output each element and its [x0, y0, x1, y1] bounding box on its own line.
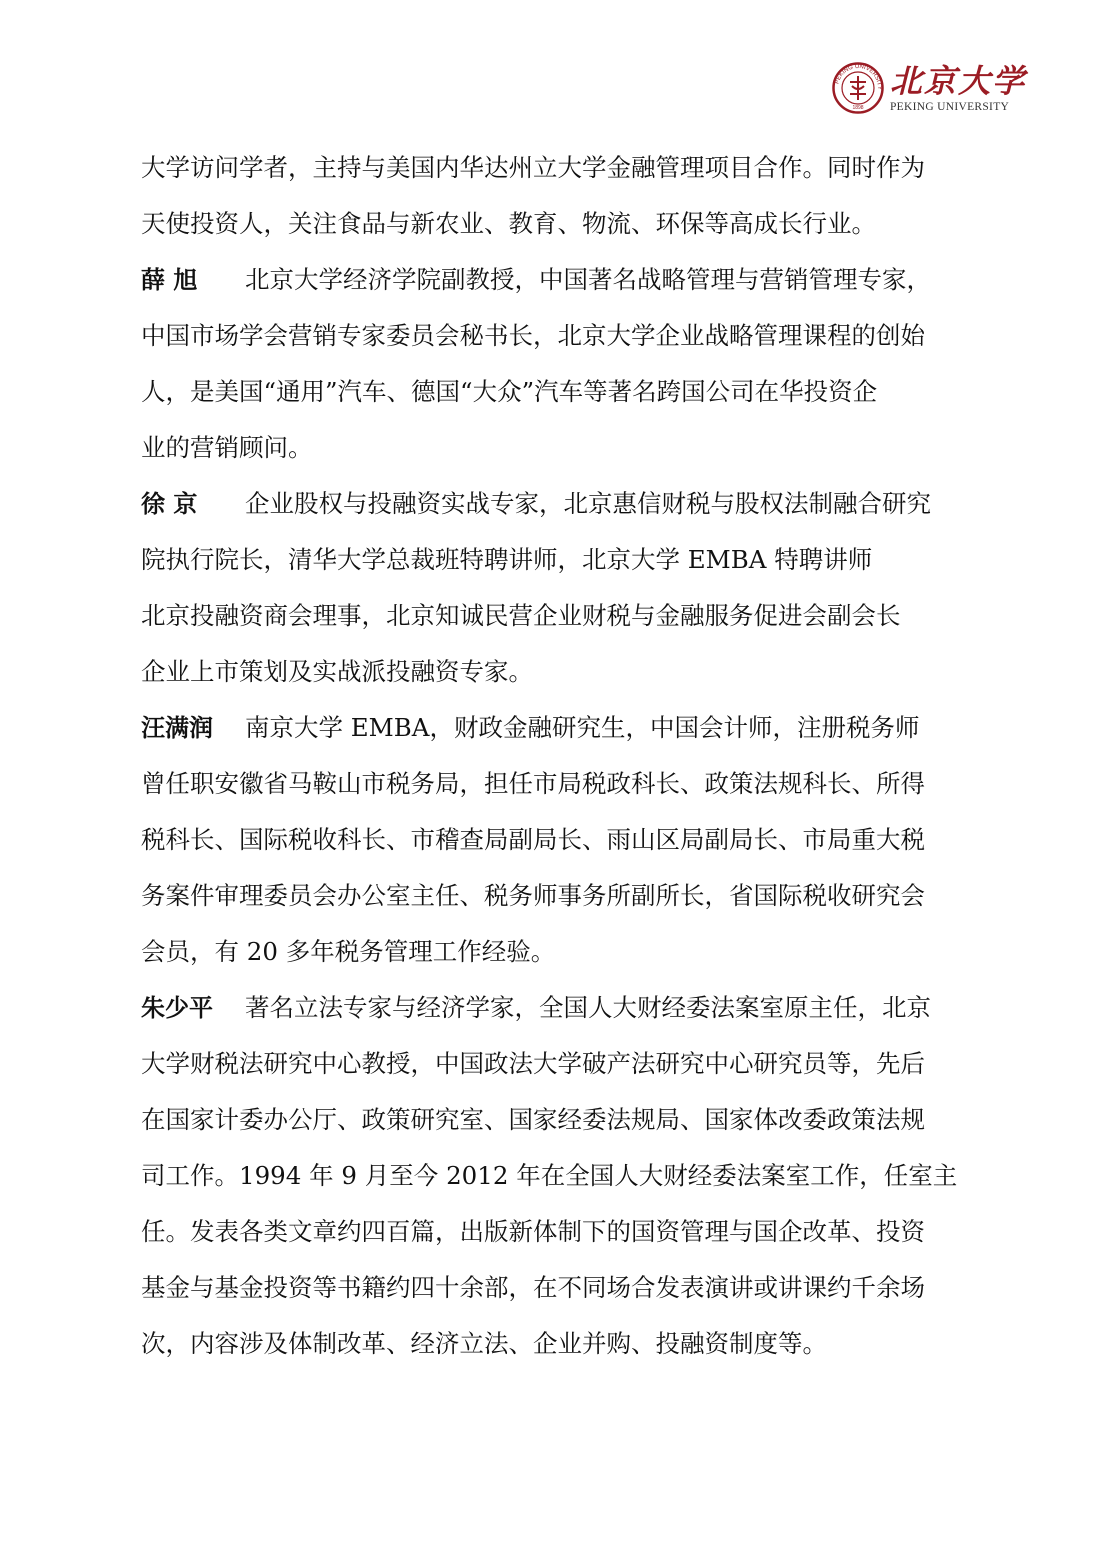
line-text: 会员，有 20 多年税务管理工作经验。 — [141, 937, 556, 966]
text-line — [141, 140, 963, 196]
line-text: 务案件审理委员会办公室主任、税务师事务所副所长，省国际税收研究会 — [141, 881, 925, 910]
logo-chinese-name: 北京大学 — [889, 61, 1026, 100]
line-text: 中国市场学会营销专家委员会秘书长，北京大学企业战略管理课程的创始 — [141, 321, 925, 350]
text-line — [141, 1092, 963, 1148]
text-line — [141, 476, 963, 532]
text-line — [141, 868, 963, 924]
line-text: 南京大学 EMBA，财政金融研究生，中国会计师，注册税务师 — [245, 713, 920, 742]
line-text: 著名立法专家与经济学家，全国人大财经委法案室原主任，北京 — [245, 993, 931, 1022]
text-line — [141, 1260, 963, 1316]
peking-university-logo — [832, 62, 1026, 114]
line-text: 大学财税法研究中心教授，中国政法大学破产法研究中心研究员等，先后 — [141, 1049, 925, 1078]
line-text: 任。发表各类文章约四百篇，出版新体制下的国资管理与国企改革、投资 — [141, 1217, 925, 1246]
text-line — [141, 588, 963, 644]
text-line — [141, 364, 963, 420]
university-seal-icon — [832, 62, 884, 114]
line-text: 大学访问学者，主持与美国内华达州立大学金融管理项目合作。同时作为 — [141, 153, 925, 182]
line-text: 人，是美国“通用”汽车、德国“大众”汽车等著名跨国公司在华投资企 — [141, 377, 878, 406]
seal-text: PEKING UNIVERSITY — [834, 63, 882, 90]
line-text: 天使投资人，关注食品与新农业、教育、物流、环保等高成长行业。 — [141, 209, 876, 238]
text-line — [141, 420, 963, 476]
text-line — [141, 756, 963, 812]
person-name: 朱少平 — [141, 994, 213, 1022]
line-text: 业的营销顾问。 — [141, 433, 313, 462]
line-text: 司工作。1994 年 9 月至今 2012 年在全国人大财经委法案室工作，任室主 — [141, 1161, 958, 1190]
line-text: 税科长、国际税收科长、市稽查局副局长、雨山区局副局长、市局重大税 — [141, 825, 925, 854]
text-line — [141, 1204, 963, 1260]
text-line — [141, 700, 963, 756]
text-line — [141, 196, 963, 252]
text-line — [141, 980, 963, 1036]
text-line — [141, 1148, 963, 1204]
line-text: 企业股权与投融资实战专家，北京惠信财税与股权法制融合研究 — [245, 489, 931, 518]
text-line — [141, 1036, 963, 1092]
text-line — [141, 644, 963, 700]
line-text: 曾任职安徽省马鞍山市税务局，担任市局税政科长、政策法规科长、所得 — [141, 769, 925, 798]
line-text: 次，内容涉及体制改革、经济立法、企业并购、投融资制度等。 — [141, 1329, 827, 1358]
logo-english-name: PEKING UNIVERSITY — [889, 100, 1010, 113]
text-line — [141, 532, 963, 588]
person-name: 徐 京 — [141, 490, 198, 518]
person-name: 汪满润 — [141, 714, 213, 742]
text-line — [141, 1316, 963, 1372]
line-text: 基金与基金投资等书籍约四十余部，在不同场合发表演讲或讲课约千余场 — [141, 1273, 925, 1302]
text-line — [141, 308, 963, 364]
text-line — [141, 924, 963, 980]
text-line — [141, 812, 963, 868]
person-name: 薛 旭 — [141, 266, 198, 294]
text-line — [141, 252, 963, 308]
line-text: 北京投融资商会理事，北京知诚民营企业财税与金融服务促进会副会长 — [141, 601, 901, 630]
line-text: 企业上市策划及实战派投融资专家。 — [141, 657, 533, 686]
line-text: 院执行院长，清华大学总裁班特聘讲师，北京大学 EMBA 特聘讲师 — [141, 545, 873, 574]
line-text: 北京大学经济学院副教授，中国著名战略管理与营销管理专家， — [245, 265, 931, 294]
seal-year: 1898 — [852, 105, 864, 111]
document-body — [141, 140, 963, 1372]
line-text: 在国家计委办公厅、政策研究室、国家经委法规局、国家体改委政策法规 — [141, 1105, 925, 1134]
